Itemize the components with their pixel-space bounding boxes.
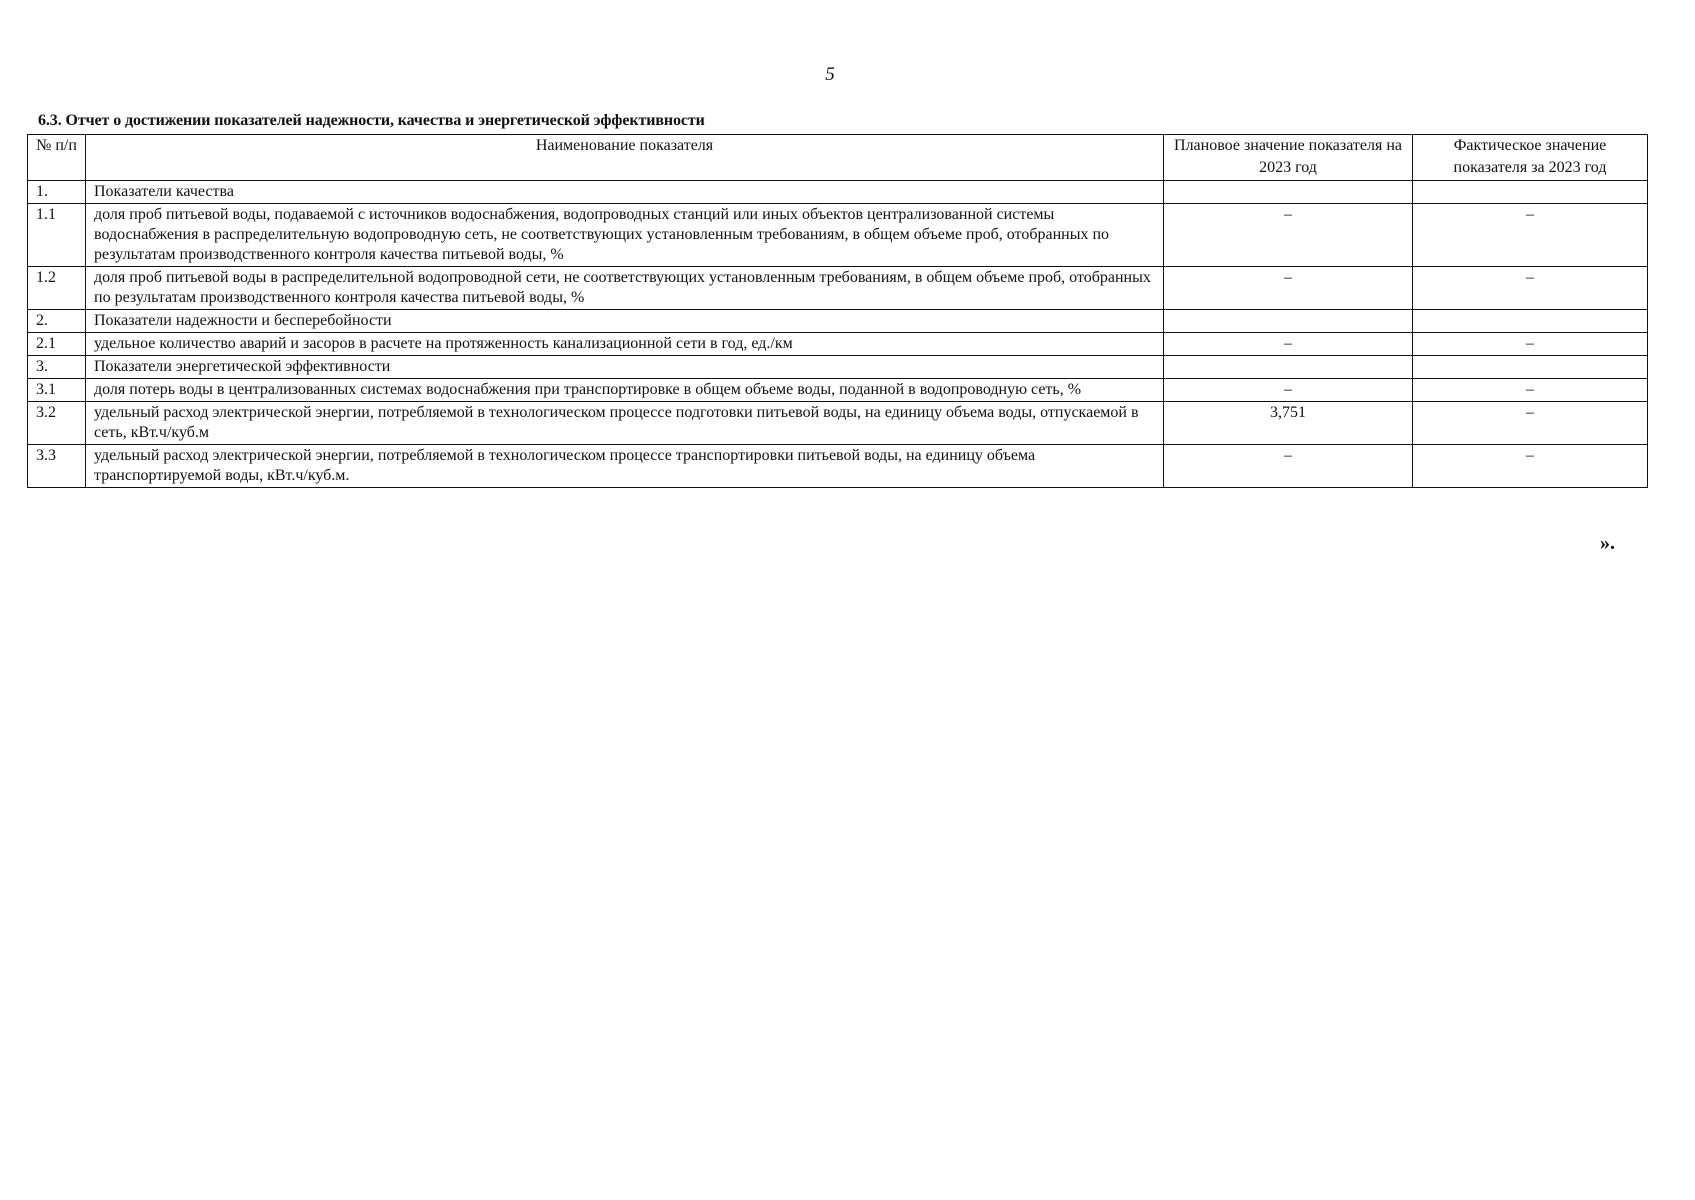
table-row <box>28 445 1648 488</box>
row-num: 3.1 <box>28 379 86 402</box>
row-plan <box>1164 310 1413 333</box>
row-plan: – <box>1164 204 1413 267</box>
row-num: 2.1 <box>28 333 86 356</box>
table-row <box>28 267 1648 310</box>
row-num: 1.1 <box>28 204 86 267</box>
row-fact: – <box>1413 445 1648 488</box>
row-num: 3. <box>28 356 86 379</box>
row-num: 1.2 <box>28 267 86 310</box>
row-name: доля потерь воды в централизованных системах водоснабжения при транспортировке в общем объеме воды, поданной в водопроводную сеть, % <box>86 379 1164 402</box>
row-fact: – <box>1413 204 1648 267</box>
row-name: Показатели энергетической эффективности <box>86 356 1164 379</box>
table-row <box>28 402 1648 445</box>
row-fact <box>1413 356 1648 379</box>
row-fact: – <box>1413 402 1648 445</box>
row-plan <box>1164 181 1413 204</box>
row-name: Показатели надежности и бесперебойности <box>86 310 1164 333</box>
row-plan: – <box>1164 333 1413 356</box>
row-plan: – <box>1164 379 1413 402</box>
table-row <box>28 356 1648 379</box>
header-name: Наименование показателя <box>86 135 1164 181</box>
row-fact: – <box>1413 379 1648 402</box>
row-name: доля проб питьевой воды в распределительной водопроводной сети, не соответствующих установленным требованиям, в общем объеме проб, отобранных по результатам производственного контроля качества питьевой воды, % <box>86 267 1164 310</box>
row-name: удельное количество аварий и засоров в расчете на протяженность канализационной сети в год, ед./км <box>86 333 1164 356</box>
table-row <box>28 204 1648 267</box>
row-fact <box>1413 181 1648 204</box>
row-fact: – <box>1413 267 1648 310</box>
table-header-row <box>28 135 1648 181</box>
row-plan: 3,751 <box>1164 402 1413 445</box>
row-name: доля проб питьевой воды, подаваемой с источников водоснабжения, водопроводных станций или иных объектов централизованной системы водоснабжения в распределительную водопроводную сеть, не соответствующих установленным требованиям, в общем объеме проб, отобранных по результатам производственного контроля качества питьевой воды, % <box>86 204 1164 267</box>
header-fact: Фактическое значение показателя за 2023 год <box>1413 135 1648 181</box>
report-table <box>27 134 1648 488</box>
header-plan: Плановое значение показателя на 2023 год <box>1164 135 1413 181</box>
table-row <box>28 310 1648 333</box>
row-plan <box>1164 356 1413 379</box>
table-row <box>28 333 1648 356</box>
row-plan: – <box>1164 445 1413 488</box>
header-num: № п/п <box>28 135 86 181</box>
row-num: 1. <box>28 181 86 204</box>
closing-quote: ». <box>1600 532 1615 554</box>
row-plan: – <box>1164 267 1413 310</box>
row-num: 2. <box>28 310 86 333</box>
table-row <box>28 379 1648 402</box>
row-fact <box>1413 310 1648 333</box>
row-fact: – <box>1413 333 1648 356</box>
table-row <box>28 181 1648 204</box>
row-name: удельный расход электрической энергии, потребляемой в технологическом процессе транспортировки питьевой воды, на единицу объема транспортируемой воды, кВт.ч/куб.м. <box>86 445 1164 488</box>
row-name: удельный расход электрической энергии, потребляемой в технологическом процессе подготовки питьевой воды, на единицу объема воды, отпускаемой в сеть, кВт.ч/куб.м <box>86 402 1164 445</box>
page-number: 5 <box>825 64 835 85</box>
section-title: 6.3. Отчет о достижении показателей надежности, качества и энергетической эффективности <box>38 112 705 129</box>
row-name: Показатели качества <box>86 181 1164 204</box>
row-num: 3.3 <box>28 445 86 488</box>
row-num: 3.2 <box>28 402 86 445</box>
